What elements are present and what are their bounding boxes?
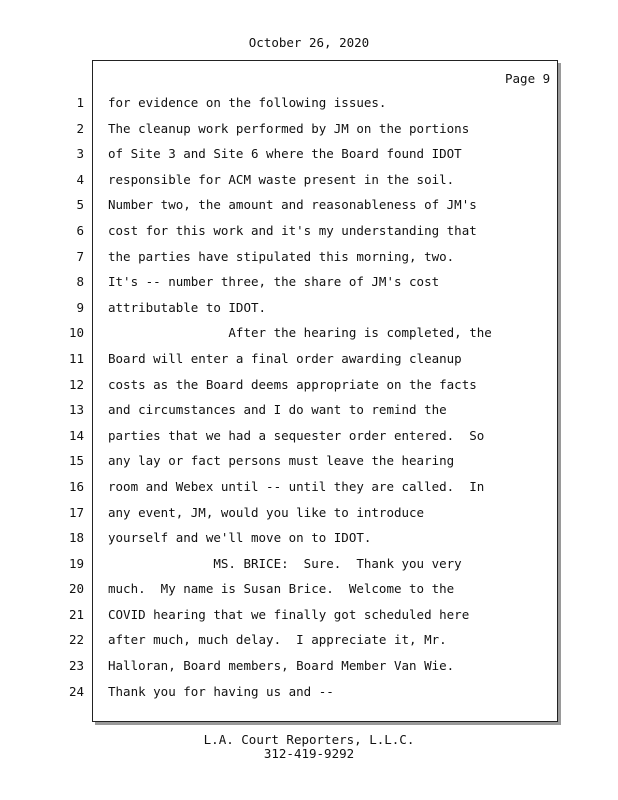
transcript-line xyxy=(0,500,618,526)
transcript-date: October 26, 2020 xyxy=(248,35,370,50)
line-number: 14 xyxy=(68,427,84,443)
line-number: 12 xyxy=(68,376,84,392)
line-text: MS. BRICE: Sure. Thank you very xyxy=(108,555,462,571)
transcript-line xyxy=(0,397,618,423)
line-text: parties that we had a sequester order entered. So xyxy=(108,427,485,443)
transcript-line xyxy=(0,295,618,321)
line-text: Thank you for having us and -- xyxy=(108,683,334,699)
line-number: 18 xyxy=(68,530,84,546)
line-number: 15 xyxy=(68,453,84,469)
line-number: 22 xyxy=(68,632,84,648)
line-number: 10 xyxy=(68,325,84,341)
line-number: 5 xyxy=(76,197,84,213)
transcript-line xyxy=(0,653,618,679)
line-number: 11 xyxy=(68,350,84,366)
line-number: 1 xyxy=(76,95,84,110)
line-number: 17 xyxy=(68,504,84,520)
line-text: COVID hearing that we finally got scheduled here xyxy=(108,606,470,622)
transcript-line xyxy=(0,448,618,474)
line-text: much. My name is Susan Brice. Welcome to the xyxy=(108,581,455,597)
transcript-line xyxy=(0,269,618,295)
transcript-line xyxy=(0,116,618,142)
line-text: responsible for ACM waste present in the soil. xyxy=(108,171,455,187)
line-number: 24 xyxy=(68,683,84,699)
line-text: the parties have stipulated this morning, two. xyxy=(108,248,455,264)
line-text: costs as the Board deems appropriate on the facts xyxy=(108,376,477,392)
transcript-line xyxy=(0,474,618,500)
line-number: 16 xyxy=(68,478,84,494)
line-number: 2 xyxy=(76,120,84,136)
transcript-line xyxy=(0,320,618,346)
line-number: 4 xyxy=(76,171,84,187)
line-text: any lay or fact persons must leave the hearing xyxy=(108,453,455,469)
line-number: 20 xyxy=(68,581,84,597)
line-number: 8 xyxy=(76,274,84,290)
line-text: and circumstances and I do want to remind the xyxy=(108,402,447,418)
transcript-line xyxy=(0,90,618,116)
transcript-line xyxy=(0,602,618,628)
transcript-line xyxy=(0,679,618,705)
line-text: after much, much delay. I appreciate it, Mr. xyxy=(108,632,447,648)
transcript-line xyxy=(0,244,618,270)
line-number: 3 xyxy=(76,146,84,162)
line-text: attributable to IDOT. xyxy=(108,299,267,315)
transcript-line xyxy=(0,525,618,551)
transcript-line xyxy=(0,167,618,193)
line-text: for evidence on the following issues. xyxy=(108,95,387,110)
line-number: 21 xyxy=(68,606,84,622)
court-reporter-phone: 312-419-9292 xyxy=(263,746,355,761)
line-number: 9 xyxy=(76,299,84,315)
transcript-line xyxy=(0,551,618,577)
line-number: 19 xyxy=(68,555,84,571)
line-text: It's -- number three, the share of JM's cost xyxy=(108,274,440,290)
line-text: Board will enter a final order awarding cleanup xyxy=(108,350,462,366)
line-text: The cleanup work performed by JM on the portions xyxy=(108,120,470,136)
page-number: Page 9 xyxy=(505,71,551,86)
line-text: room and Webex until -- until they are called. In xyxy=(108,478,485,494)
line-text: cost for this work and it's my understanding that xyxy=(108,222,477,238)
line-text: After the hearing is completed, the xyxy=(108,325,492,341)
line-number: 13 xyxy=(68,402,84,418)
line-text: Halloran, Board members, Board Member Van Wie. xyxy=(108,658,455,674)
line-number: 23 xyxy=(68,658,84,674)
transcript-line xyxy=(0,192,618,218)
line-text: Number two, the amount and reasonableness of JM's xyxy=(108,197,477,213)
transcript-line xyxy=(0,372,618,398)
transcript-line xyxy=(0,627,618,653)
transcript-line xyxy=(0,218,618,244)
transcript-lines xyxy=(0,90,618,704)
line-number: 6 xyxy=(76,222,84,238)
line-text: any event, JM, would you like to introduce xyxy=(108,504,425,520)
transcript-line xyxy=(0,141,618,167)
transcript-line xyxy=(0,576,618,602)
line-text: of Site 3 and Site 6 where the Board found IDOT xyxy=(108,146,462,162)
line-text: yourself and we'll move on to IDOT. xyxy=(108,530,372,546)
footer xyxy=(0,733,618,761)
line-number: 7 xyxy=(76,248,84,264)
court-reporter-name: L.A. Court Reporters, L.L.C. xyxy=(203,732,415,747)
transcript-line xyxy=(0,423,618,449)
transcript-line xyxy=(0,346,618,372)
